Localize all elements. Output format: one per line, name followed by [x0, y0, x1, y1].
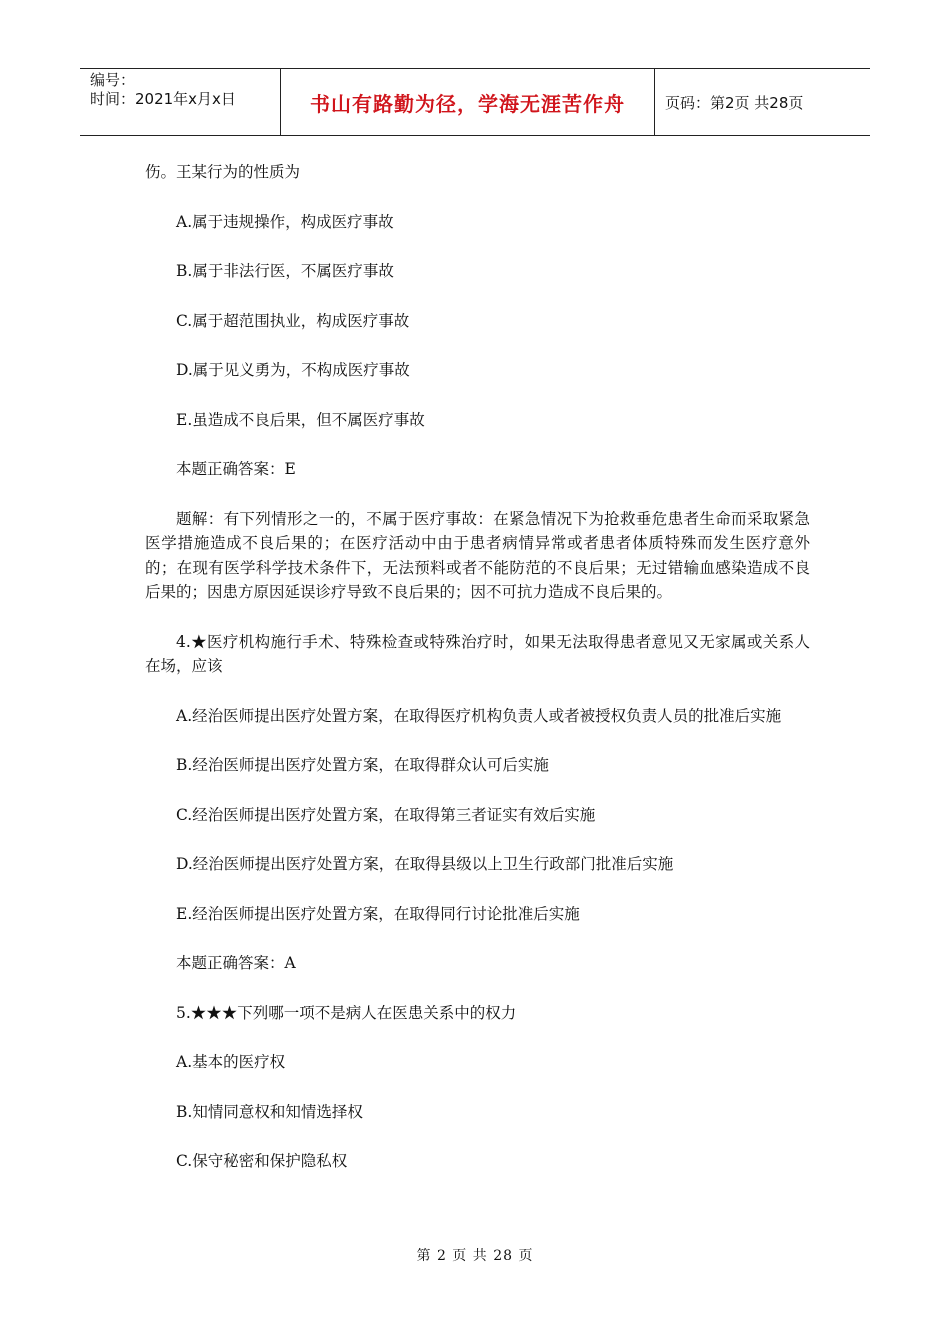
option-b: B.经治医师提出医疗处置方案，在取得群众认可后实施 — [176, 756, 549, 774]
option-d: D.经治医师提出医疗处置方案，在取得县级以上卫生行政部门批准后实施 — [176, 855, 674, 873]
page-header — [80, 68, 870, 136]
option-c: C.保守秘密和保护隐私权 — [176, 1152, 348, 1170]
option-a: A.基本的医疗权 — [176, 1053, 286, 1071]
option-e: E.虽造成不良后果，但不属医疗事故 — [176, 410, 425, 429]
option-e: E.经治医师提出医疗处置方案，在取得同行讨论批准后实施 — [176, 904, 580, 923]
question-5: 5.★★★下列哪一项不是病人在医患关系中的权力 — [176, 1003, 517, 1022]
paragraph: 伤。王某行为的性质为 — [145, 163, 301, 181]
option-a: A.经治医师提出医疗处置方案，在取得医疗机构负责人或者被授权负责人员的批准后实施 — [176, 706, 782, 725]
page-footer: 第 2 页 共 28 页 — [416, 1248, 534, 1264]
option-a: A.属于违规操作，构成医疗事故 — [176, 212, 394, 231]
question-4: 4.★医疗机构施行手术、特殊检查或特殊治疗时，如果无法取得患者意见又无家属或关系人在场，应该 — [145, 632, 810, 675]
header-page-info: 页码：第2页 共28页 — [665, 93, 804, 112]
doc-number-label: 编号： — [90, 71, 136, 89]
header-meta — [80, 69, 281, 135]
option-b: B.知情同意权和知情选择权 — [176, 1102, 363, 1121]
option-d: D.属于见义勇为，不构成医疗事故 — [176, 361, 410, 379]
option-c: C.属于超范围执业，构成医疗事故 — [176, 311, 410, 330]
explanation: 题解：有下列情形之一的，不属于医疗事故：在紧急情况下为抢救垂危患者生命而采取紧急医学措施造成不良后果的；在医疗活动中由于患者病情异常或者患者体质特殊而发生医疗意外的；在现有医学科学技术条件下，无法预料或者不能防范的不良后果；无过错输血感染造成不良后果的；因患方原因延误诊疗导致不良后果的；因不可抗力造成不良后果的。 — [145, 509, 810, 601]
correct-answer: 本题正确答案：A — [176, 954, 296, 972]
option-b: B.属于非法行医，不属医疗事故 — [176, 262, 394, 280]
doc-date-label: 时间：2021年x月x日 — [90, 90, 236, 108]
correct-answer: 本题正确答案：E — [176, 460, 296, 478]
option-c: C.经治医师提出医疗处置方案，在取得第三者证实有效后实施 — [176, 805, 596, 824]
document-body — [145, 160, 810, 1199]
header-motto: 书山有路勤为径，学海无涯苦作舟 — [281, 69, 655, 135]
